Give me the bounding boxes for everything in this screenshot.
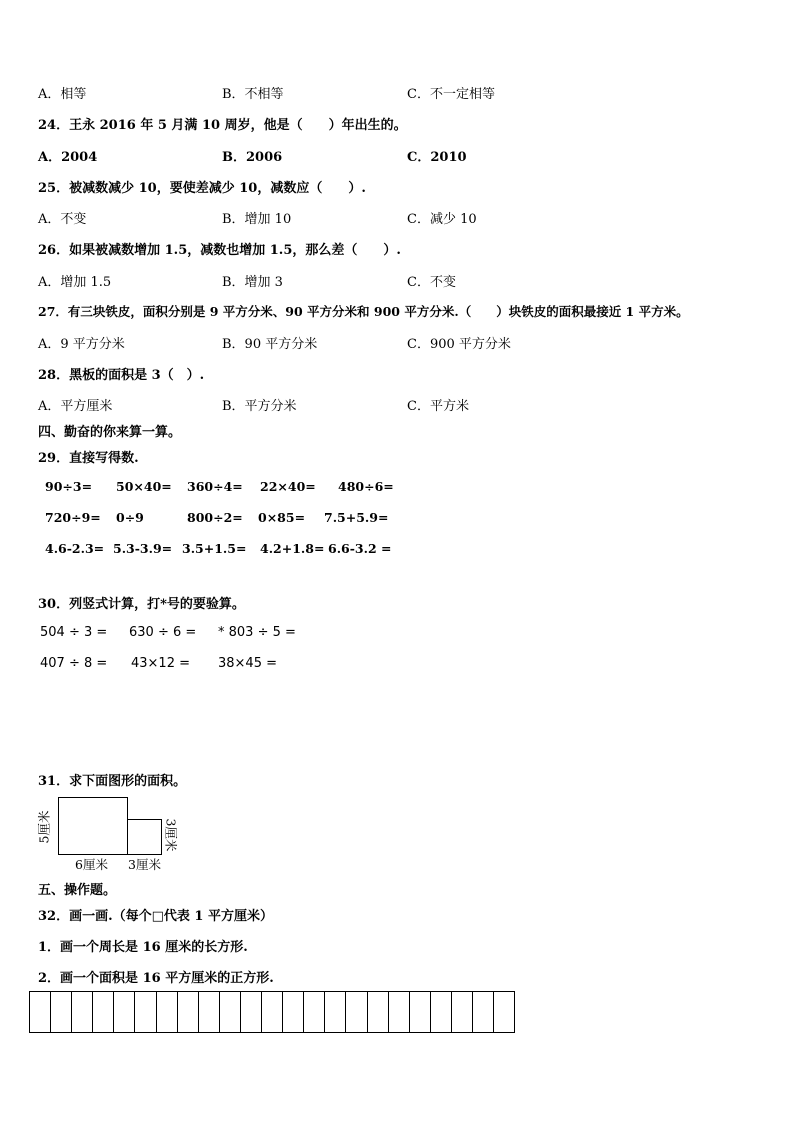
label-3cm-bottom: 3厘米 — [128, 857, 161, 872]
label-6cm: 6厘米 — [75, 857, 108, 872]
q28-question: 28．黑板的面积是 3（ ）. — [38, 368, 205, 383]
q27-option-a: A．9 平方分米 — [38, 337, 125, 352]
grid-cell[interactable] — [220, 992, 241, 1032]
grid-cell[interactable] — [431, 992, 452, 1032]
grid-cell[interactable] — [494, 992, 515, 1032]
small-square — [127, 819, 162, 855]
grid-cell[interactable] — [452, 992, 473, 1032]
grid-cell[interactable] — [93, 992, 114, 1032]
q29-r3-c3: 3.5+1.5= — [182, 541, 247, 556]
grid-cell[interactable] — [30, 992, 51, 1032]
grid-cell[interactable] — [283, 992, 304, 1032]
q29-r3-c2: 5.3-3.9= — [113, 541, 173, 556]
grid-cell[interactable] — [346, 992, 367, 1032]
q29-r1-c2: 50×40= — [116, 479, 172, 494]
q28-option-c: C．平方米 — [407, 399, 469, 414]
q29-r2-c2: 0÷9 — [116, 510, 144, 525]
q27-question: 27．有三块铁皮，面积分别是 9 平方分米、90 平方分米和 900 平方分米.（ ）块铁皮的面积最接近 1 平方米。 — [38, 304, 689, 319]
label-5cm: 5厘米 — [36, 810, 52, 844]
grid-cell[interactable] — [325, 992, 346, 1032]
q26-question: 26．如果被减数增加 1.5，减数也增加 1.5，那么差（ ）. — [38, 243, 401, 258]
q24-option-b: B．2006 — [222, 150, 283, 165]
grid-cell[interactable] — [199, 992, 220, 1032]
q32-question: 32．画一画.（每个□代表 1 平方厘米） — [38, 909, 273, 924]
q31-question: 31．求下面图形的面积。 — [38, 774, 187, 789]
q30-r1-c2: 630 ÷ 6 = — [129, 625, 197, 640]
q26-option-b: B．增加 3 — [222, 275, 283, 290]
q26-option-a: A．增加 1.5 — [38, 275, 112, 290]
grid-cell[interactable] — [368, 992, 389, 1032]
q29-r3-c5: 6.6-3.2 = — [328, 541, 392, 556]
grid-cell[interactable] — [178, 992, 199, 1032]
q32-item-2: 2．画一个面积是 16 平方厘米的正方形. — [38, 971, 274, 986]
q29-r2-c3: 800÷2= — [187, 510, 243, 525]
section-5-heading: 五、操作题。 — [38, 883, 117, 898]
grid-cell[interactable] — [389, 992, 410, 1032]
q29-r2-c4: 0×85= — [258, 510, 306, 525]
q29-r3-c1: 4.6-2.3= — [45, 541, 105, 556]
q32-item-1: 1．画一个周长是 16 厘米的长方形. — [38, 940, 248, 955]
q29-r3-c4: 4.2+1.8= — [260, 541, 325, 556]
section-4-heading: 四、勤奋的你来算一算。 — [38, 425, 182, 440]
grid-cell[interactable] — [304, 992, 325, 1032]
grid-cell[interactable] — [157, 992, 178, 1032]
q29-r2-c5: 7.5+5.9= — [324, 510, 389, 525]
grid-cell[interactable] — [135, 992, 156, 1032]
square-grid[interactable] — [29, 991, 515, 1033]
q23-option-b: B．不相等 — [222, 87, 284, 102]
q24-option-c: C．2010 — [407, 150, 467, 165]
q30-r2-c3: 38×45 = — [218, 656, 278, 671]
grid-cell[interactable] — [410, 992, 431, 1032]
q30-r1-c3: * 803 ÷ 5 = — [218, 625, 296, 640]
q30-question: 30．列竖式计算，打*号的要验算。 — [38, 597, 245, 612]
grid-cell[interactable] — [51, 992, 72, 1032]
label-3cm-side: 3厘米 — [163, 818, 179, 852]
q29-r2-c1: 720÷9= — [45, 510, 101, 525]
q27-option-c: C．900 平方分米 — [407, 337, 511, 352]
q30-r2-c2: 43×12 = — [131, 656, 191, 671]
grid-cell[interactable] — [241, 992, 262, 1032]
q25-option-b: B．增加 10 — [222, 212, 292, 227]
grid-cell[interactable] — [72, 992, 93, 1032]
q30-r2-c1: 407 ÷ 8 = — [40, 656, 108, 671]
q29-question: 29．直接写得数. — [38, 451, 139, 466]
q29-r1-c3: 360÷4= — [187, 479, 243, 494]
q27-option-b: B．90 平方分米 — [222, 337, 318, 352]
q24-option-a: A．2004 — [38, 150, 98, 165]
grid-cell[interactable] — [262, 992, 283, 1032]
q28-option-b: B．平方分米 — [222, 399, 297, 414]
q28-option-a: A．平方厘米 — [38, 399, 113, 414]
q25-question: 25．被减数减少 10，要使差减少 10，减数应（ ）. — [38, 181, 366, 196]
q24-question: 24．王永 2016 年 5 月满 10 周岁，他是（ ）年出生的。 — [38, 118, 407, 133]
q29-r1-c1: 90÷3= — [45, 479, 93, 494]
large-rectangle — [58, 797, 128, 855]
q30-r1-c1: 504 ÷ 3 = — [40, 625, 108, 640]
q25-option-c: C．减少 10 — [407, 212, 477, 227]
q26-option-c: C．不变 — [407, 275, 456, 290]
grid-cell[interactable] — [114, 992, 135, 1032]
q23-option-a: A．相等 — [38, 87, 87, 102]
q25-option-a: A．不变 — [38, 212, 87, 227]
q29-r1-c5: 480÷6= — [338, 479, 394, 494]
grid-cell[interactable] — [473, 992, 494, 1032]
q29-r1-c4: 22×40= — [260, 479, 316, 494]
q23-option-c: C．不一定相等 — [407, 87, 495, 102]
